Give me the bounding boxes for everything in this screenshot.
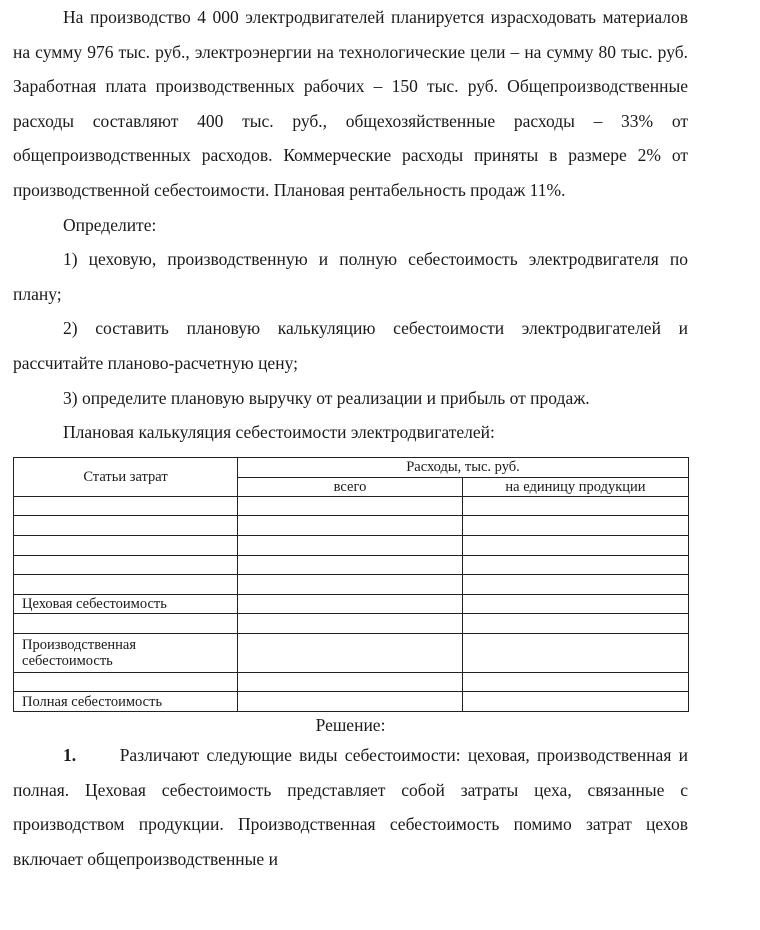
table-header-row [14,457,689,477]
row-label [14,672,238,692]
row-label [14,516,238,536]
table-row [14,496,689,516]
row-total [238,516,463,536]
row-label [14,555,238,575]
task-3: 3) определите плановую выручку от реализации и прибыль от продаж. [63,387,590,408]
table-row [14,516,689,536]
row-per-unit [463,496,689,516]
header-cost-items: Статьи затрат [14,457,238,496]
row-per-unit [463,614,689,634]
row-per-unit [463,594,689,614]
row-label: Цеховая себестоимость [14,594,238,614]
row-per-unit [463,535,689,555]
cost-calculation-table [13,457,689,712]
row-per-unit [463,672,689,692]
row-per-unit [463,633,689,672]
header-expenses: Расходы, тыс. руб. [238,457,689,477]
determine-label: Определите: [63,214,157,235]
table-row-shop-cost [14,594,689,614]
solution-point-1 [13,738,688,876]
task-2: 2) составить плановую калькуляцию себестоимости электродвигателей и рассчитайте планово-расчетную цену; [13,318,688,373]
row-label: Производственная себестоимость [14,633,238,672]
row-total [238,594,463,614]
row-per-unit [463,692,689,712]
row-label [14,614,238,634]
row-total [238,555,463,575]
row-label [14,575,238,595]
row-total [238,633,463,672]
row-total [238,614,463,634]
table-row-full-cost [14,692,689,712]
problem-text: На производство 4 000 электродвигателей планируется израсходовать материалов на сумму 976 тыс. руб., электроэнергии на технологические цели – на сумму 80 тыс. руб. Заработная плата производственных рабочих – 150 тыс. руб. Общепроизводственные расходы составляют 400 тыс. руб., общехозяйственные расходы – 33% от общепроизводственных расходов. Коммерческие расходы приняты в размере 2% от производственной себестоимости. Плановая рентабельность продаж 11%. [13,7,688,200]
row-label: Полная себестоимость [14,692,238,712]
row-total [238,692,463,712]
row-total [238,575,463,595]
row-label [14,535,238,555]
row-total [238,672,463,692]
table-row [14,614,689,634]
row-per-unit [463,555,689,575]
task-1: 1) цеховую, производственную и полную себестоимость электродвигателя по плану; [13,249,688,304]
table-row-production-cost [14,633,689,672]
row-per-unit [463,516,689,536]
document-page [13,0,688,876]
table-row [14,575,689,595]
row-per-unit [463,575,689,595]
table-row [14,555,689,575]
point-text: Различают следующие виды себестоимости: цеховая, производственная и полная. Цеховая себестоимость представляет собой затраты цеха, связанные с производством продукции. Производственная себестоимость помимо затрат цехов включает общепроизводственные и [13,745,688,869]
solution-title: Решение: [315,715,386,736]
table-row [14,535,689,555]
point-number: 1. [63,745,77,766]
row-total [238,535,463,555]
header-per-unit: на единицу продукции [463,477,689,496]
header-total: всего [238,477,463,496]
table-caption: Плановая калькуляция себестоимости электродвигателей: [63,422,495,443]
row-label [14,496,238,516]
table-row [14,672,689,692]
row-total [238,496,463,516]
